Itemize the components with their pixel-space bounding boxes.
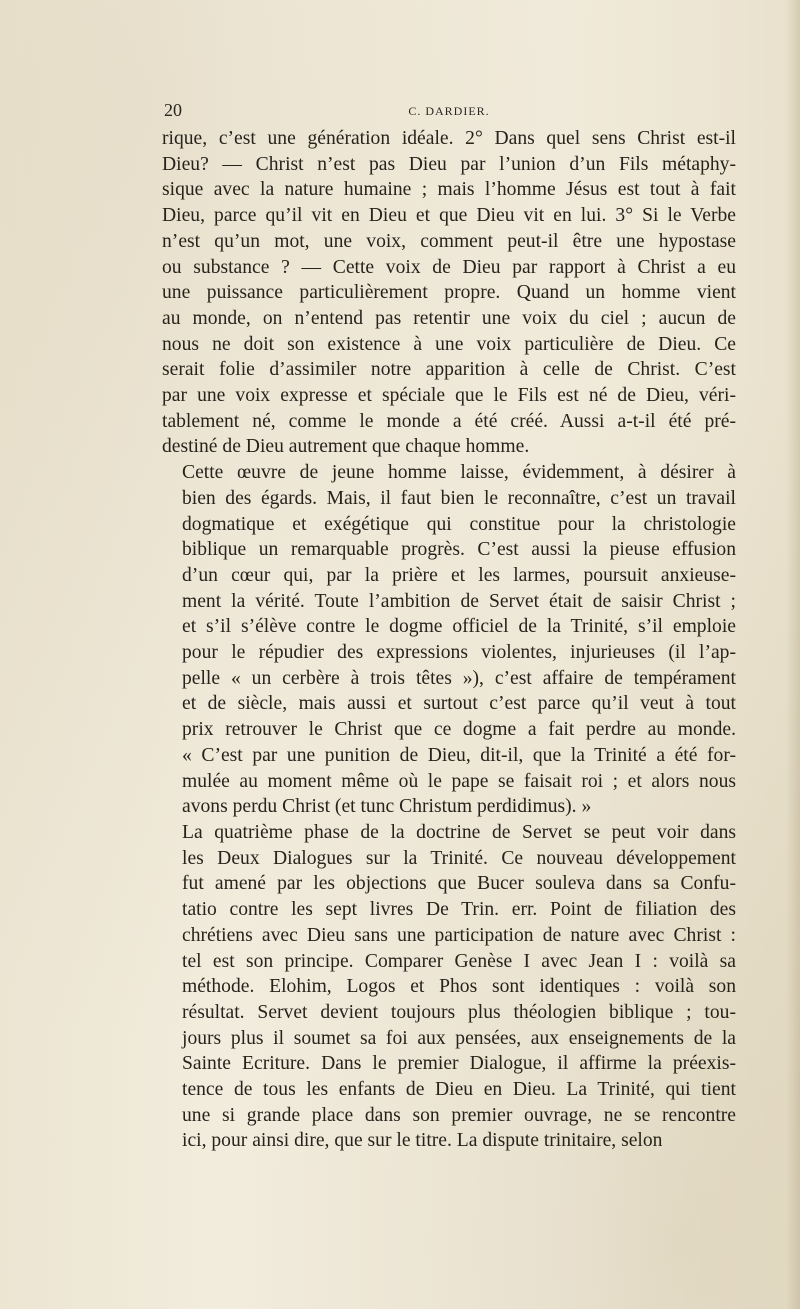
text-line: bien des égards. Mais, il faut bien le reconnaître, c’est un travail (182, 487, 736, 509)
text-line: Dieu? — Christ n’est pas Dieu par l’union d’un Fils métaphy- (162, 153, 736, 175)
text-line: La quatrième phase de la doctrine de Servet se peut voir dans (182, 821, 736, 843)
text-line: au monde, on n’entend pas retentir une voix du ciel ; aucun de (162, 307, 736, 329)
text-line: résultat. Servet devient toujours plus théologien biblique ; tou- (182, 1001, 736, 1023)
text-line: ou substance ? — Cette voix de Dieu par rapport à Christ a eu (162, 256, 736, 278)
text-line: et s’il s’élève contre le dogme officiel de la Trinité, s’il emploie (182, 616, 736, 638)
text-line: tence de tous les enfants de Dieu en Dieu. La Trinité, qui tient (182, 1079, 736, 1101)
text-line: chrétiens avec Dieu sans une participation de nature avec Christ : (182, 924, 736, 946)
text-line: d’un cœur qui, par la prière et les larmes, poursuit anxieuse- (182, 564, 736, 586)
text-line: fut amené par les objections que Bucer souleva dans sa Confu- (182, 873, 736, 895)
paragraph-3 (162, 820, 736, 1154)
text-line: mulée au moment même où le pape se faisait roi ; et alors nous (182, 770, 736, 792)
text-line: et de siècle, mais aussi et surtout c’est parce qu’il veut à tout (182, 693, 736, 715)
paragraph-1 (162, 126, 736, 460)
text-line: serait folie d’assimiler notre apparition à celle de Christ. C’est (162, 359, 736, 381)
text-line: une puissance particulièrement propre. Quand un homme vient (162, 282, 736, 304)
running-head: C. DARDIER. (408, 104, 490, 118)
text-line: « C’est par une punition de Dieu, dit-il, que la Trinité a été for- (182, 744, 736, 766)
text-line: rique, c’est une génération idéale. 2° Dans quel sens Christ est-il (162, 128, 736, 149)
paragraph-2 (162, 460, 736, 820)
text-line: ici, pour ainsi dire, que sur le titre. La dispute trinitaire, selon (182, 1130, 663, 1152)
text-line: sique avec la nature humaine ; mais l’homme Jésus est tout à fait (162, 179, 736, 201)
text-line: par une voix expresse et spéciale que le Fils est né de Dieu, véri- (162, 385, 736, 407)
text-line: tablement né, comme le monde a été créé. Aussi a-t-il été pré- (162, 410, 736, 432)
text-line: Sainte Ecriture. Dans le premier Dialogue, il affirme la préexis- (182, 1053, 736, 1075)
text-line: pelle « un cerbère à trois têtes »), c’est affaire de tempérament (182, 667, 736, 689)
text-line: une si grande place dans son premier ouvrage, ne se rencontre (182, 1104, 736, 1126)
text-line: Cette œuvre de jeune homme laisse, évidemment, à désirer à (182, 462, 736, 484)
text-line: Dieu, parce qu’il vit en Dieu et que Dieu vit en lui. 3° Si le Verbe (162, 205, 736, 227)
page-edge-shadow (786, 0, 800, 1309)
text-line: ment la vérité. Toute l’ambition de Servet était de saisir Christ ; (182, 590, 736, 612)
text-line: prix retrouver le Christ que ce dogme a fait perdre au monde. (182, 719, 736, 741)
text-line: dogmatique et exégétique qui constitue pour la christologie (182, 513, 736, 535)
text-line: méthode. Elohim, Logos et Phos sont identiques : voilà son (182, 976, 736, 998)
body-text (162, 126, 736, 1154)
text-line: pour le répudier des expressions violentes, injurieuses (il l’ap- (182, 642, 736, 664)
text-line: avons perdu Christ (et tunc Christum perdidimus). » (182, 796, 592, 818)
text-line: jours plus il soumet sa foi aux pensées, aux enseignements de la (182, 1027, 736, 1049)
text-line: destiné de Dieu autrement que chaque homme. (162, 436, 530, 458)
text-line: les Deux Dialogues sur la Trinité. Ce nouveau développement (182, 847, 736, 869)
text-line: biblique un remarquable progrès. C’est aussi la pieuse effusion (182, 539, 736, 561)
text-line: n’est qu’un mot, une voix, comment peut-il être une hypostase (162, 230, 736, 252)
text-line: nous ne doit son existence à une voix particulière de Dieu. Ce (162, 333, 736, 355)
text-line: tel est son principe. Comparer Genèse I avec Jean I : voilà sa (182, 950, 736, 972)
text-line: tatio contre les sept livres De Trin. err. Point de filiation des (182, 899, 736, 921)
page-header (162, 100, 736, 122)
page-number: 20 (164, 100, 182, 120)
